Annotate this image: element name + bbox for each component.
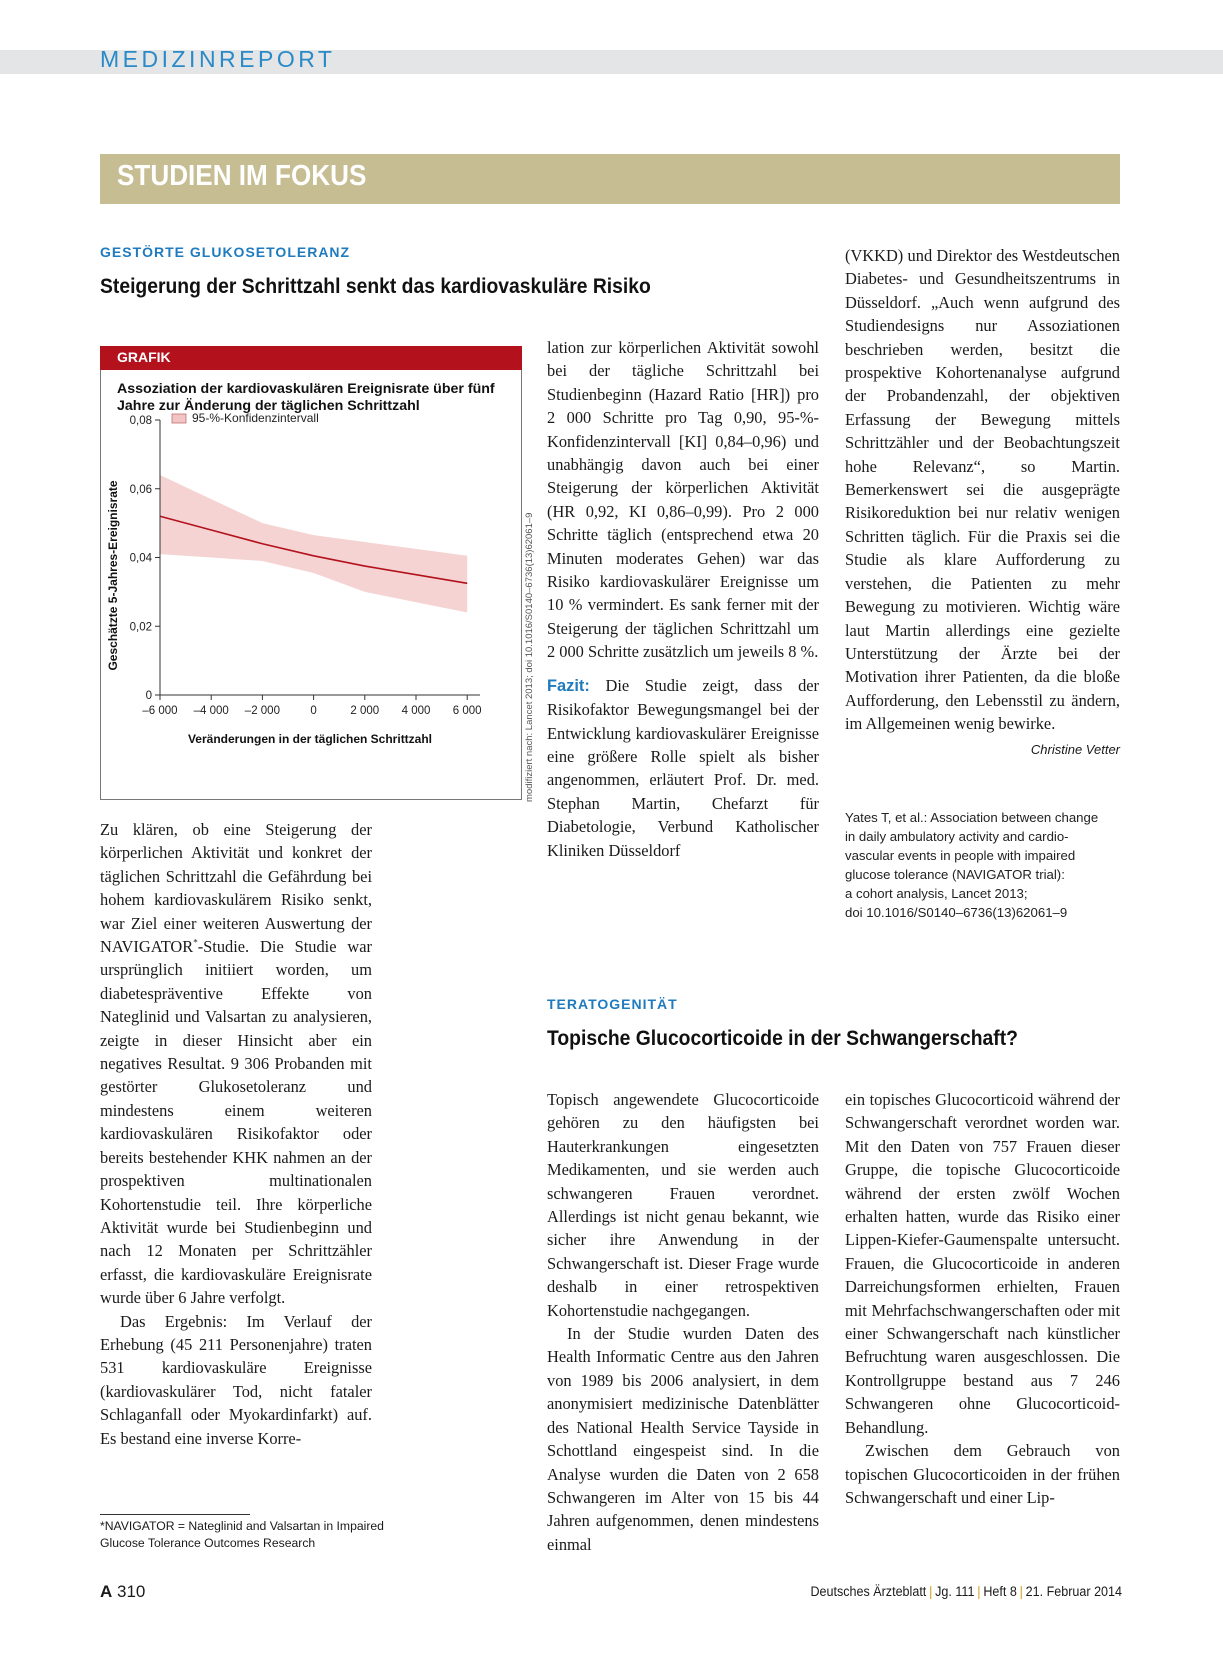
- y-axis-label: Geschätzte 5-Jahres-Ereignisrate: [106, 480, 120, 671]
- page-prefix: A: [100, 1582, 113, 1601]
- author: Christine Vetter: [1030, 741, 1120, 757]
- chart-title: Assoziation der kardiovaskulären Ereignisrate über fünf Jahre zur Änderung der täglichen Schrittzahl: [117, 381, 495, 414]
- y-tick-label: 0: [145, 690, 152, 702]
- reference-line: a cohort analysis, Lancet 2013;: [845, 886, 1028, 901]
- article2-headline: Topische Glucocorticoide in der Schwangerschaft?: [547, 1027, 1018, 1050]
- reference-line: Yates T, et al.: Association between change: [845, 810, 1099, 825]
- x-tick-label: 4 000: [401, 705, 431, 717]
- footnote-rule: [100, 1514, 250, 1515]
- chart-svg: [100, 411, 522, 798]
- asterisk: *: [193, 937, 198, 948]
- journal-date: 21. Februar 2014: [1025, 1584, 1122, 1599]
- x-tick-label: –6 000: [142, 705, 178, 717]
- article1-column-3: [845, 244, 1120, 761]
- article1-column-2: [547, 336, 819, 862]
- y-tick-label: 0,06: [129, 483, 152, 496]
- x-tick-label: 6 000: [452, 705, 482, 717]
- x-tick-label: –4 000: [193, 705, 229, 717]
- footnote: *NAVIGATOR = Nateglinid and Valsartan in Impaired Glucose Tolerance Outcomes Research: [100, 1519, 384, 1550]
- article2-column-1: [547, 1088, 819, 1556]
- legend-swatch: [172, 414, 186, 423]
- journal-name: Deutsches Ärzteblatt: [810, 1584, 927, 1599]
- y-tick-label: 0,04: [129, 552, 152, 565]
- article1-headline: Steigerung der Schrittzahl senkt das kardiovaskuläre Risiko: [100, 275, 651, 298]
- article1-column-1: [100, 818, 372, 1450]
- graphic-tab-label: GRAFIK: [117, 349, 171, 365]
- x-tick-label: 2 000: [350, 705, 380, 717]
- journal-volume: Jg. 111: [935, 1584, 975, 1599]
- article1-col2-paragraph: lation zur körperlichen Aktivität sowohl bei der tägliche Schrittzahl bei Studienbeginn (Hazard Ratio [HR]) pro 2 000 Schritte pro Tag 0,90, 95-%-Konfidenzintervall [KI] 0,84–0,96) und unabhängig davon auch bei einer Steigerung der körperlichen Aktivität (HR 0,92, KI 0,86–0,99). Pro 2 000 Schritte täglich (entsprechend etwa 20 Minuten moderates Gehen) war das Risiko kardiovaskulärer Ereignisse um 10 % vermindert. Es sank ferner mit der Steigerung der täglichen Schrittzahl um 2 000 Schritte zusätzlich um jeweils 8 %.: [547, 338, 819, 662]
- article1-col1-paragraph: Das Ergebnis: Im Verlauf der Erhebung (45 211 Personenjahre) traten 531 kardiovaskuläre Ereignisse (kardiovaskulärer Tod, nicht fataler Schlaganfall oder Myokardinfarkt) auf. Es bestand eine inverse Korre-: [100, 1311, 372, 1448]
- y-tick-label: 0,08: [129, 415, 152, 427]
- article2-col1-paragraph: Topisch angewendete Glucocorticoide gehören zu den häufigsten bei Hauterkrankungen eingesetzten Medikamenten, und sie werden auch schwangeren Frauen verordnet. Allerdings ist nicht genau bekannt, wie sicher ihre Anwendung in der Schwangerschaft ist. Dieser Frage wurde deshalb in einer retrospektiven Kohortenstudie nachgegangen.: [547, 1090, 819, 1320]
- confidence-band: [160, 475, 467, 613]
- legend-label: 95-%-Konfidenzintervall: [192, 411, 319, 425]
- section-title: STUDIEN IM FOKUS: [117, 160, 367, 192]
- x-axis-label: Veränderungen in der täglichen Schrittzahl: [187, 732, 433, 746]
- y-tick-label: 0,02: [129, 621, 152, 634]
- article1-kicker: GESTÖRTE GLUKOSETOLERANZ: [100, 244, 351, 260]
- article2-column-2: [845, 1088, 1120, 1509]
- header-label: MEDIZINREPORT: [100, 46, 336, 72]
- footer-journal-info: Deutsches Ärzteblatt | Jg. 111 | Heft 8 | 21. Februar 2014: [810, 1584, 1122, 1599]
- fazit-label: Fazit:: [547, 676, 590, 695]
- article2-col1-paragraph: In der Studie wurden Daten des Health Informatic Centre aus den Jahren von 1989 bis 2006 analysiert, in dem anonymisiert medizinische Datenblätter des National Health Service Tayside in Schottland eingespeist sind. In die Analyse wurden die Daten von 2 658 Schwangeren im Alter von 15 bis 44 Jahren aufgenommen, denen mindestens einmal: [547, 1324, 819, 1554]
- reference-line: in daily ambulatory activity and cardio-: [845, 829, 1069, 844]
- article2-col2-paragraph: Zwischen dem Gebrauch von topischen Glucocorticoiden in der frühen Schwangerschaft und einer Lip-: [845, 1441, 1120, 1507]
- article1-col1-part2: -Studie. Die Studie war ursprünglich initiiert worden, um diabetespräventive Effekte von Nateglinid und Valsartan zu analysieren, zeigte in dieser Hinsicht aber ein negatives Resultat. 9 306 Probanden mit gestörter Glukosetoleranz und mindestens einem weiteren kardiovaskulären Risikofaktor oder bereits bestehender KHK nahmen an der prospektiven multinationalen Kohortenstudie teil. Ihre körperliche Aktivität wurde bei Studienbeginn und nach 12 Monaten per Schrittzähler erfasst, die kardiovaskuläre Ereignisrate wurde über 6 Jahre verfolgt.: [100, 937, 372, 1308]
- x-tick-label: –2 000: [244, 705, 280, 717]
- article2-col2-paragraph: ein topisches Glucocorticoid während der Schwangerschaft verordnet worden war. Mit den Daten von 757 Frauen dieser Gruppe, die topische Glucocorticoide während der ersten zwölf Wochen erhalten hatten, wurde das Risiko einer Lippen-Kiefer-Gaumenspalte untersucht. Frauen, die Glucocorticoide in anderen Darreichungsformen erhielten, Frauen mit Mehrfachschwangerschaften oder mit einer Schwangerschaft nach künstlicher Befruchtung waren ausgeschlossen. Die Kontrollgruppe bestand aus 7 246 Schwangeren ohne Glucocorticoid-Behandlung.: [845, 1090, 1120, 1437]
- article1-col3-text: (VKKD) und Direktor des Westdeutschen Diabetes- und Gesundheitszentrums in Düsseldorf. „Auch wenn aufgrund des Studiendesigns nur Assoziationen beschrieben werden, besitzt die prospektive Kohortenanalyse aufgrund der Probandenzahl, der objektiven Erfassung der Bewegung mittels Schrittzähler und der Beobachtungszeit hohe Relevanz“, so Martin. Bemerkenswert sei die ausgeprägte Risikoreduktion bei nur relativ wenigen Schritten täglich. Für die Praxis sei die Studie als klare Aufforderung zu verstehen, die Patienten zu mehr Bewegung zu motivieren. Wichtig wäre laut Martin allerdings eine gezielte Unterstützung der Ärzte bei der Motivation ihrer Patienten, da die bloße Aufforderung, den Lebensstil zu ändern, im Allgemeinen wenig bewirke.: [845, 246, 1120, 734]
- reference-line: doi 10.1016/S0140–6736(13)62061–9: [845, 905, 1068, 920]
- fazit-text: Die Studie zeigt, dass der Risikofaktor Bewegungsmangel bei der Entwicklung kardiovaskulärer Ereignisse eine größere Rolle spielt als bisher angenommen, erläutert Prof. Dr. med. Stephan Martin, Chefarzt für Diabetologie, Verbund Katholischer Kliniken Düsseldorf: [547, 675, 819, 860]
- page-number: [100, 1582, 145, 1602]
- page-number-value: 310: [117, 1582, 146, 1601]
- reference-line: glucose tolerance (NAVIGATOR trial):: [845, 867, 1065, 882]
- article2-kicker: TERATOGENITÄT: [547, 996, 678, 1012]
- reference-line: vascular events in people with impaired: [845, 848, 1076, 863]
- x-tick-label: 0: [310, 705, 317, 717]
- article1-col1-part1: Zu klären, ob eine Steigerung der körperlichen Aktivität und konkret der täglichen Schrittzahl die Gefährdung bei hohem kardiovaskulärem Risiko senkt, war Ziel einer weiteren Auswertung der NAVIGATOR: [100, 820, 372, 957]
- graphic-credit: modifiziert nach: Lancet 2013; doi 10.1016/S0140–6736(13)62061–9: [524, 512, 535, 802]
- journal-issue: Heft 8: [983, 1584, 1017, 1599]
- reference: [845, 808, 1125, 922]
